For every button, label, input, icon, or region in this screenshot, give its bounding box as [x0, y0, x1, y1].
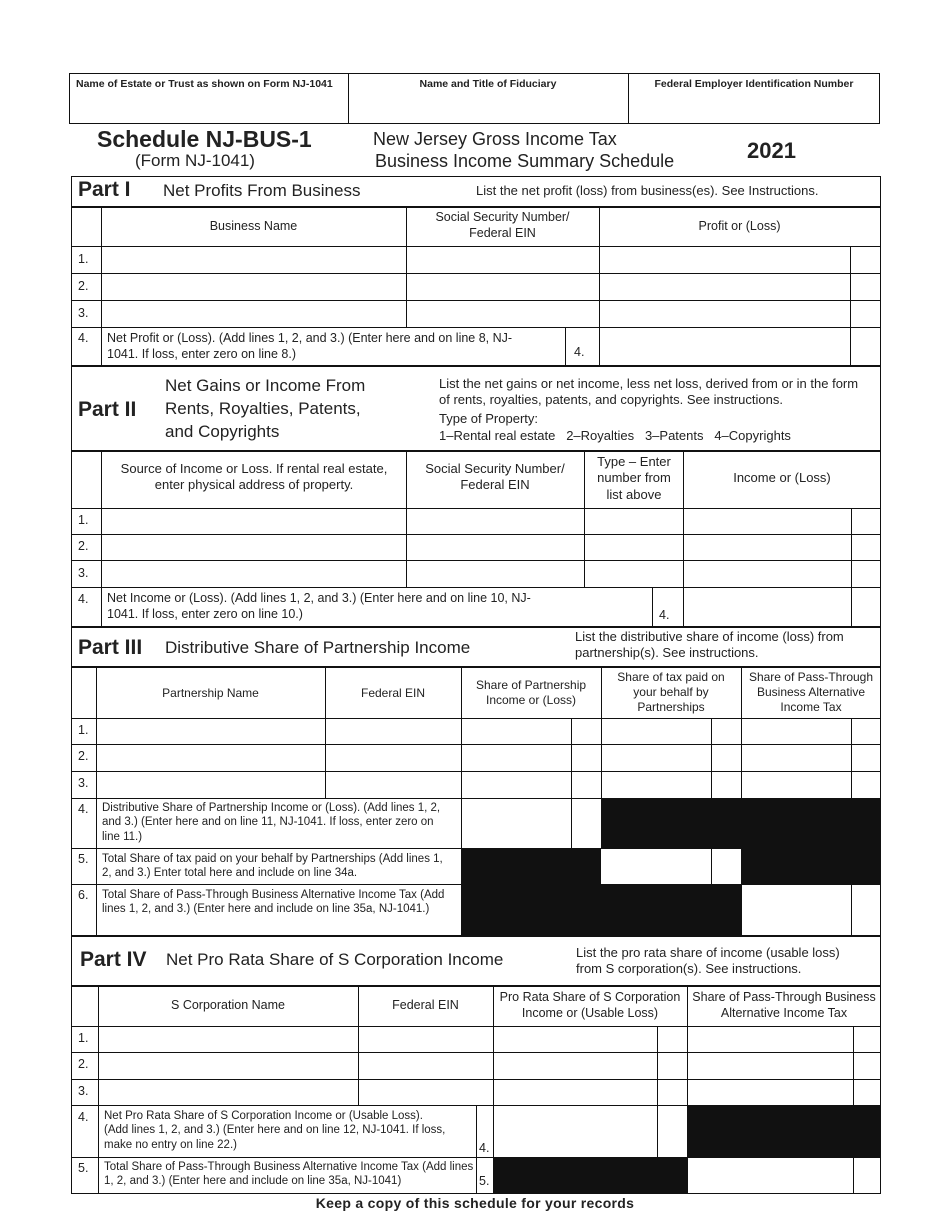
part4-line5-total-input[interactable]	[689, 1159, 852, 1193]
part4-row1-name-input[interactable]	[100, 1028, 357, 1051]
line-number: 3.	[78, 1084, 89, 1098]
part2-line4-text: Net Income or (Loss). (Add lines 1, 2, and 3.) (Enter here and on line 10, NJ-1041. If loss, enter zero on line 10.)	[107, 591, 531, 621]
part1-row1-ssn-input[interactable]	[408, 248, 598, 272]
part3-row1-share-input[interactable]	[463, 720, 570, 743]
shaded-cell	[687, 1105, 881, 1157]
divider	[71, 206, 881, 208]
tax-title: New Jersey Gross Income Tax	[373, 129, 617, 149]
part3-col-share: Share of Partnership Income or (Loss)	[475, 678, 587, 707]
part3-row2-name-input[interactable]	[98, 746, 324, 770]
part2-row2-income-input[interactable]	[685, 536, 850, 559]
part1-instruction: List the net profit (loss) from business(es). See Instructions.	[476, 183, 819, 198]
part2-title: Net Gains or Income From Rents, Royalties, Patents, and Copyrights	[165, 376, 366, 441]
part4-row2-name-input[interactable]	[100, 1054, 357, 1078]
divider	[406, 451, 407, 587]
part2-col-ssn: Social Security Number/ Federal EIN	[425, 461, 565, 493]
part3-line6-total-input[interactable]	[743, 886, 850, 934]
part1-row2-profit-input[interactable]	[601, 275, 849, 299]
part3-title: Distributive Share of Partnership Income	[165, 638, 471, 657]
divider	[71, 273, 881, 274]
part1-label: Part I	[78, 178, 131, 201]
part1-row3-name-input[interactable]	[103, 302, 405, 326]
fein-label: Federal Employer Identification Number	[654, 78, 854, 90]
line-reference: 4.	[659, 608, 670, 622]
part4-row2-share-input[interactable]	[495, 1054, 656, 1078]
part2-col-income: Income or (Loss)	[733, 470, 831, 485]
divider	[584, 451, 585, 587]
part4-row2-pte-input[interactable]	[689, 1054, 852, 1078]
part3-row3-fein-input[interactable]	[327, 773, 460, 797]
part2-row3-source-input[interactable]	[103, 562, 405, 586]
part2-row3-income-input[interactable]	[685, 562, 850, 586]
line-number: 5.	[78, 1161, 89, 1175]
line-number: 3.	[78, 566, 89, 580]
part3-row2-pte-input[interactable]	[743, 746, 850, 770]
line-number: 3.	[78, 776, 89, 790]
part2-row2-source-input[interactable]	[103, 536, 405, 559]
part2-row1-source-input[interactable]	[103, 510, 405, 533]
part1-row1-name-input[interactable]	[103, 248, 405, 272]
divider	[71, 508, 881, 509]
fiduciary-input[interactable]	[351, 96, 626, 120]
part4-row2-fein-input[interactable]	[360, 1054, 492, 1078]
divider	[71, 935, 881, 937]
divider	[71, 666, 881, 668]
line-reference: 4.	[574, 345, 585, 359]
part4-row1-pte-input[interactable]	[689, 1028, 852, 1051]
part3-row1-pte-input[interactable]	[743, 720, 850, 743]
shaded-cell	[741, 848, 881, 884]
part3-col-pte: Share of Pass-Through Business Alternative Income Tax	[748, 670, 874, 714]
part3-row2-fein-input[interactable]	[327, 746, 460, 770]
shaded-cell	[461, 884, 741, 935]
part1-row3-profit-input[interactable]	[601, 302, 849, 326]
divider	[565, 327, 566, 365]
part3-row3-pte-input[interactable]	[743, 773, 850, 797]
part4-col-share: Pro Rata Share of S Corporation Income or (Usable Loss)	[499, 990, 681, 1020]
part3-row3-tax-input[interactable]	[603, 773, 710, 797]
divider	[71, 626, 881, 628]
line-number: 2.	[78, 1057, 89, 1071]
fiduciary-label: Name and Title of Fiduciary	[419, 78, 557, 90]
part4-row1-share-input[interactable]	[495, 1028, 656, 1051]
shaded-cell	[601, 798, 881, 848]
line-number: 5.	[78, 852, 89, 866]
part3-col-fein: Federal EIN	[360, 686, 426, 700]
part3-line5-total-input[interactable]	[603, 850, 710, 883]
tax-year: 2021	[747, 138, 796, 163]
part1-line4-total-input[interactable]	[601, 329, 849, 364]
line-number: 4.	[78, 802, 89, 816]
part1-row2-name-input[interactable]	[103, 275, 405, 299]
part2-line4-total-input[interactable]	[685, 589, 850, 625]
schedule-description: Business Income Summary Schedule	[375, 151, 675, 171]
part4-col-name: S Corporation Name	[171, 998, 285, 1012]
divider	[71, 1026, 881, 1027]
divider	[851, 508, 852, 626]
part3-label: Part III	[78, 636, 143, 659]
divider	[850, 246, 851, 365]
part2-row3-type-input[interactable]	[586, 562, 682, 586]
schedule-title: Schedule NJ-BUS-1	[97, 126, 312, 152]
divider	[96, 667, 97, 935]
part3-row3-name-input[interactable]	[98, 773, 324, 797]
divider	[571, 718, 572, 848]
divider	[406, 207, 407, 327]
part2-type-label: Type of Property:	[439, 411, 538, 426]
footer-note: Keep a copy of this schedule for your records	[315, 1195, 635, 1211]
part3-line5-text: Total Share of tax paid on your behalf by Partnerships (Add lines 1, 2, and 3.) Enter total here and include on line 34a.	[102, 853, 443, 880]
shaded-cell	[493, 1157, 687, 1194]
part4-row3-name-input[interactable]	[100, 1081, 357, 1104]
divider	[71, 450, 881, 452]
part2-label: Part II	[78, 398, 137, 421]
line-number: 1.	[78, 513, 89, 527]
part4-label: Part IV	[80, 948, 147, 971]
line-number: 1.	[78, 723, 89, 737]
divider	[71, 587, 881, 588]
part1-row1-profit-input[interactable]	[601, 248, 849, 272]
line-number: 6.	[78, 888, 89, 902]
part4-col-fein: Federal EIN	[392, 998, 459, 1012]
divider	[657, 1026, 658, 1157]
divider	[71, 744, 881, 745]
line-reference: 5.	[479, 1174, 490, 1188]
part3-row2-tax-input[interactable]	[603, 746, 710, 770]
part3-line4-text: Distributive Share of Partnership Income or (Loss). (Add lines 1, 2, and 3.) (Enter here and on line 11, NJ-1041. If loss, enter zero on line 11.)	[102, 802, 441, 843]
part2-row3-ssn-input[interactable]	[408, 562, 583, 586]
part4-line5-text: Total Share of Pass-Through Business Alternative Income Tax (Add lines 1, 2, and 3.) (Enter here and include on line 35a, NJ-1041)	[104, 1161, 474, 1188]
divider	[71, 1157, 881, 1158]
divider	[71, 246, 881, 247]
part4-row3-fein-input[interactable]	[360, 1081, 492, 1104]
estate-name-input[interactable]	[72, 96, 346, 120]
line-number: 4.	[78, 331, 89, 345]
form-subtitle: (Form NJ-1041)	[135, 151, 255, 170]
divider	[71, 300, 881, 301]
part3-line4-total-input[interactable]	[463, 800, 570, 847]
part1-line4-text: Net Profit or (Loss). (Add lines 1, 2, and 3.) (Enter here and on line 8, NJ-1041. If loss, enter zero on line 8.)	[107, 331, 513, 361]
fein-input[interactable]	[631, 96, 878, 120]
shaded-cell	[461, 848, 601, 884]
divider	[71, 1079, 881, 1080]
part1-col-ssn: Social Security Number/ Federal EIN	[435, 210, 570, 240]
part3-row3-share-input[interactable]	[463, 773, 570, 797]
part4-row3-pte-input[interactable]	[689, 1081, 852, 1104]
part1-row2-ssn-input[interactable]	[408, 275, 598, 299]
divider	[71, 771, 881, 772]
part3-row1-name-input[interactable]	[98, 720, 324, 743]
part2-row1-ssn-input[interactable]	[408, 510, 583, 533]
part3-line6-text: Total Share of Pass-Through Business Alternative Income Tax (Add lines 1, 2, and 3.) (Enter here and include on line 35a, NJ-1041.)	[102, 889, 445, 916]
part2-instruction: List the net gains or net income, less net loss, derived from or in the form of rents, royalties, patents, and copyrights. See instructions.	[439, 376, 859, 408]
divider	[71, 718, 881, 719]
line-number: 4.	[78, 1110, 89, 1124]
part4-title: Net Pro Rata Share of S Corporation Income	[166, 950, 504, 969]
line-number: 2.	[78, 749, 89, 763]
divider	[98, 986, 99, 1194]
line-number: 4.	[78, 592, 89, 606]
divider	[71, 985, 881, 987]
part2-row2-type-input[interactable]	[586, 536, 682, 559]
divider	[71, 1052, 881, 1053]
line-reference: 4.	[479, 1141, 490, 1155]
part1-col-name: Business Name	[209, 219, 298, 233]
part2-row1-income-input[interactable]	[685, 510, 850, 533]
divider	[101, 451, 102, 626]
part3-col-name: Partnership Name	[162, 686, 259, 700]
divider	[71, 365, 881, 367]
part4-line4-total-input[interactable]	[495, 1107, 656, 1156]
part2-col-source: Source of Income or Loss. If rental real estate, enter physical address of property.	[120, 461, 388, 493]
part3-row1-tax-input[interactable]	[603, 720, 710, 743]
part3-row2-share-input[interactable]	[463, 746, 570, 770]
divider	[461, 667, 462, 848]
part2-col-type: Type – Enter number from list above	[597, 454, 671, 502]
part3-instruction: List the distributive share of income (loss) from partnership(s). See instructions.	[575, 629, 844, 661]
part3-col-tax: Share of tax paid on your behalf by Partnerships	[617, 670, 725, 714]
part4-row1-fein-input[interactable]	[360, 1028, 492, 1051]
part1-title: Net Profits From Business	[163, 181, 361, 200]
line-number: 2.	[78, 539, 89, 553]
line-number: 2.	[78, 279, 89, 293]
divider	[71, 327, 881, 328]
line-number: 1.	[78, 252, 89, 266]
line-number: 1.	[78, 1031, 89, 1045]
part1-col-profit: Profit or (Loss)	[698, 219, 781, 233]
divider	[687, 986, 688, 1194]
line-number: 3.	[78, 306, 89, 320]
part4-col-pte: Share of Pass-Through Business Alternative Income Tax	[692, 990, 876, 1020]
part4-line4-text: Net Pro Rata Share of S Corporation Income or (Usable Loss). (Add lines 1, 2, and 3.) (Enter here and on line 12, NJ-1041. If loss, make no entry on line 22.)	[104, 1110, 446, 1151]
divider	[71, 534, 881, 535]
part4-row3-share-input[interactable]	[495, 1081, 656, 1104]
estate-name-label: Name of Estate or Trust as shown on Form NJ-1041	[76, 78, 333, 90]
divider	[71, 560, 881, 561]
divider	[652, 587, 653, 626]
part2-row1-type-input[interactable]	[586, 510, 682, 533]
part4-instruction: List the pro rata share of income (usable loss) from S corporation(s). See instructions.	[576, 945, 840, 977]
part3-row1-fein-input[interactable]	[327, 720, 460, 743]
part2-type-list: 1–Rental real estate 2–Royalties 3–Patents 4–Copyrights	[439, 428, 791, 443]
part1-row3-ssn-input[interactable]	[408, 302, 598, 326]
part2-row2-ssn-input[interactable]	[408, 536, 583, 559]
